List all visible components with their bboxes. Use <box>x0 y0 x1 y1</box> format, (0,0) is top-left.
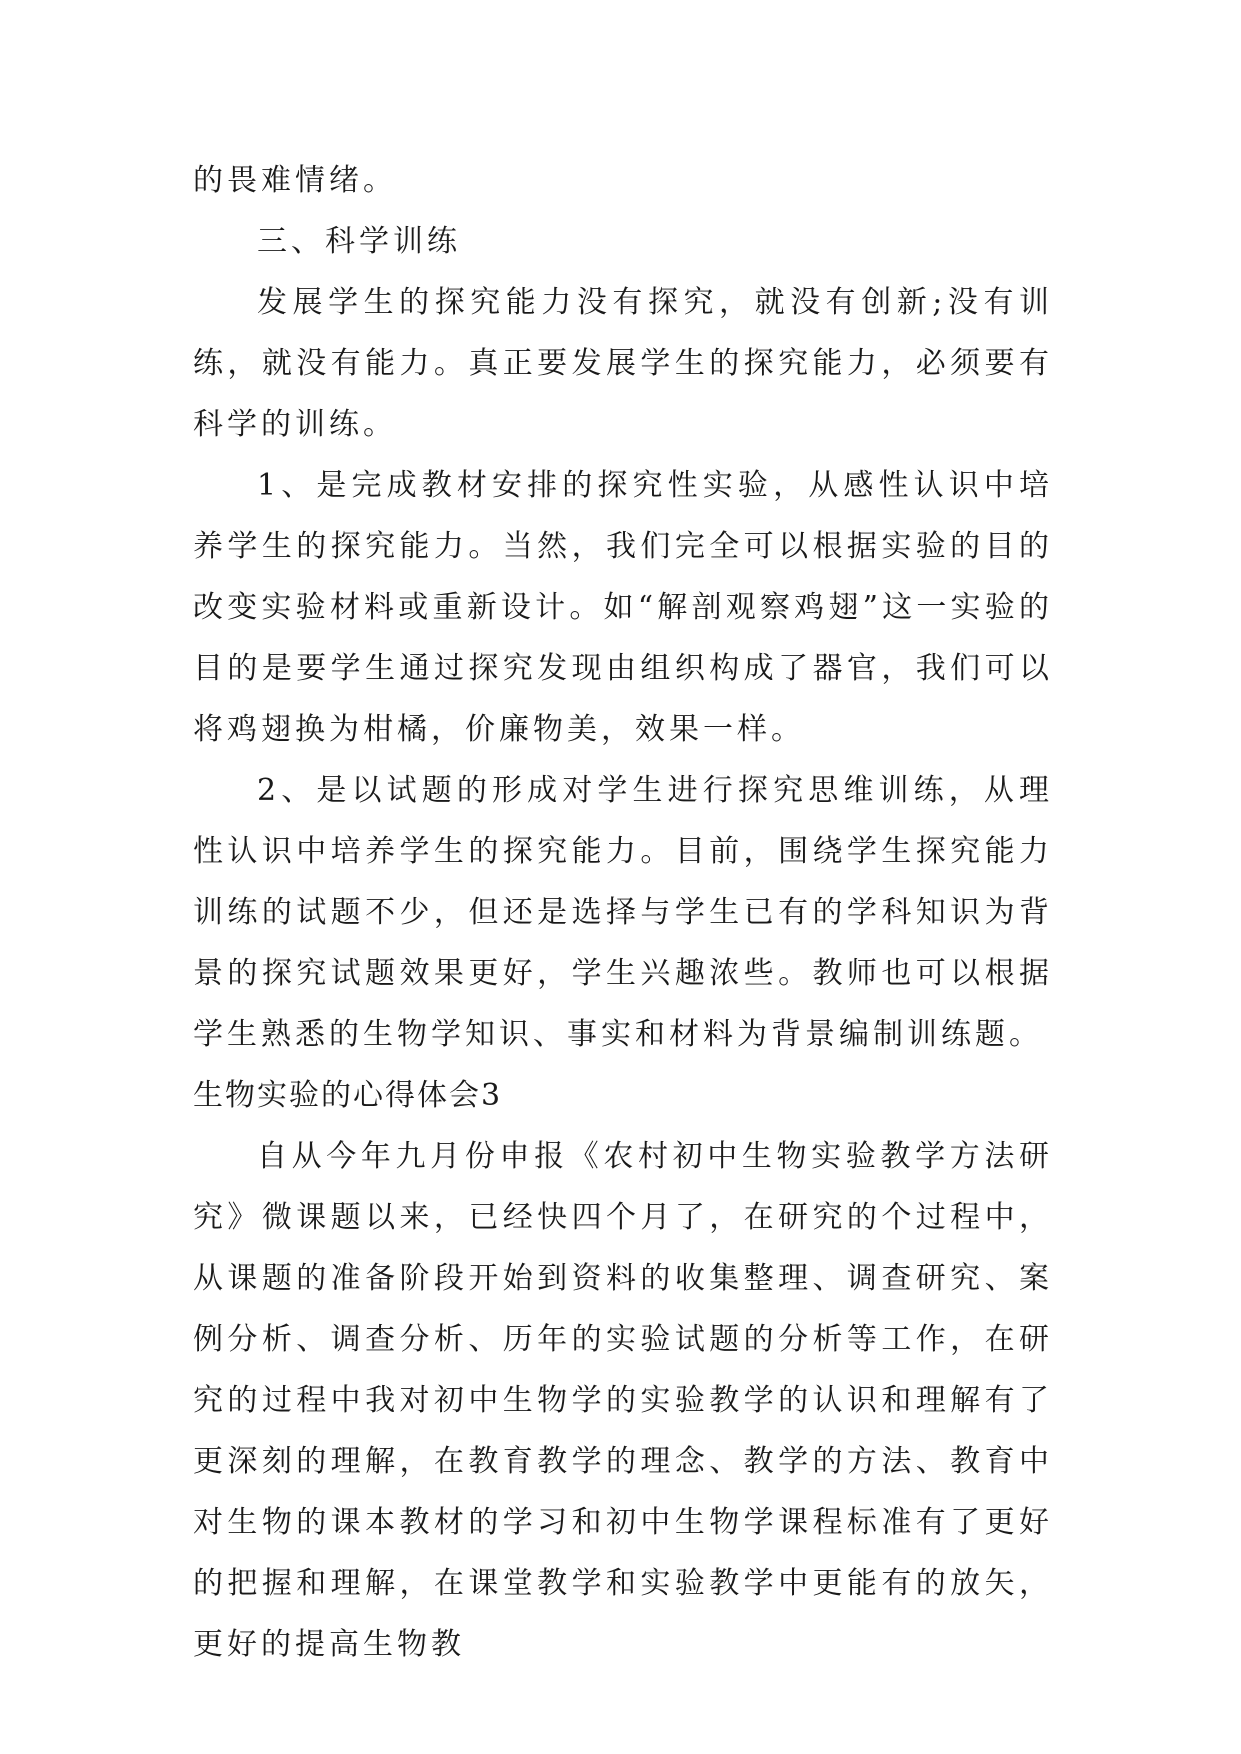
document-body <box>193 150 1053 1675</box>
section-heading: 三、科学训练 <box>257 224 461 259</box>
paragraph-body: 发展学生的探究能力没有探究，就没有创新;没有训练，就没有能力。真正要发展学生的探究能力，必须要有科学的训练。 <box>193 285 1053 442</box>
article-title: 生物实验的心得体会3 <box>193 1078 503 1113</box>
paragraph-continuation: 的畏难情绪。 <box>193 163 397 198</box>
paragraph-body: 1、是完成教材安排的探究性实验，从感性认识中培养学生的探究能力。当然，我们完全可以根据实验的目的改变实验材料或重新设计。如“解剖观察鸡翅”这一实验的目的是要学生通过探究发现由组织构成了器官，我们可以将鸡翅换为柑橘，价廉物美，效果一样。 <box>193 468 1053 747</box>
paragraph-body: 2、是以试题的形成对学生进行探究思维训练，从理性认识中培养学生的探究能力。目前，围绕学生探究能力训练的试题不少，但还是选择与学生已有的学科知识为背景的探究试题效果更好，学生兴趣浓些。教师也可以根据学生熟悉的生物学知识、事实和材料为背景编制训练题。 <box>193 773 1053 1052</box>
paragraph-body: 自从今年九月份申报《农村初中生物实验教学方法研究》微课题以来，已经快四个月了，在研究的个过程中，从课题的准备阶段开始到资料的收集整理、调查研究、案例分析、调查分析、历年的实验试题的分析等工作，在研究的过程中我对初中生物学的实验教学的认识和理解有了更深刻的理解，在教育教学的理念、教学的方法、教育中对生物的课本教材的学习和初中生物学课程标准有了更好的把握和理解，在课堂教学和实验教学中更能有的放矢，更好的提高生物教 <box>193 1139 1053 1662</box>
